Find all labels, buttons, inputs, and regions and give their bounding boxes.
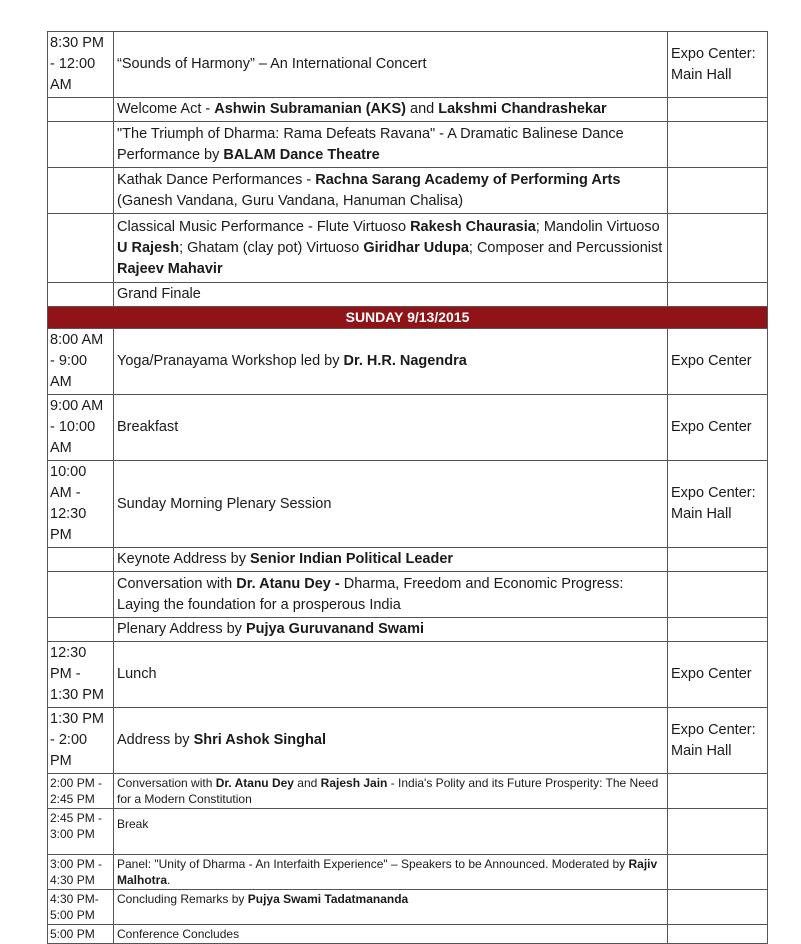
text-segment: "The Triumph of Dharma: Rama Defeats Ravana" - A Dramatic Balinese Dance Performance by — [117, 125, 624, 163]
table-row — [48, 32, 768, 98]
location-cell: Expo Center — [668, 395, 768, 461]
bold-text: Rajiv Malhotra — [117, 857, 658, 887]
event-cell — [114, 925, 668, 944]
bold-text: Rakesh Chaurasia — [410, 218, 536, 235]
event-cell — [114, 329, 668, 395]
text-segment: Conversation with — [117, 776, 216, 790]
bold-text: Senior Indian Political Leader — [250, 551, 454, 567]
location-cell — [668, 774, 768, 809]
location-cell — [668, 809, 768, 855]
text-segment: Welcome Act - — [117, 101, 215, 117]
location-cell: Expo Center: Main Hall — [668, 32, 768, 98]
location-cell: Expo Center: Main Hall — [668, 461, 768, 548]
event-cell — [114, 214, 668, 283]
bold-text: Dr. Atanu Dey - — [236, 575, 344, 592]
time-cell — [48, 618, 114, 642]
time-cell — [48, 572, 114, 618]
bold-text: Rajeev Mahavir — [117, 260, 223, 277]
day-header-row — [48, 307, 768, 329]
location-cell — [668, 283, 768, 307]
event-cell — [114, 548, 668, 572]
text-segment: Classical Music Performance - Flute Virtuoso — [117, 218, 411, 235]
time-cell: 2:45 PM - 3:00 PM — [48, 809, 114, 855]
text-segment: Yoga/Pranayama Workshop led by — [117, 353, 344, 369]
time-cell — [48, 283, 114, 307]
table-row — [48, 122, 768, 168]
text-segment: Conference Concludes — [117, 927, 240, 941]
table-row — [48, 618, 768, 642]
time-cell: 5:00 PM — [48, 925, 114, 944]
location-cell — [668, 548, 768, 572]
time-cell: 12:30 PM - 1:30 PM — [48, 642, 114, 708]
text-segment: ; Mandolin Virtuoso — [535, 218, 660, 235]
location-cell — [668, 572, 768, 618]
bold-text: Lakshmi Chandrashekar — [438, 101, 607, 117]
bold-text: Rachna Sarang Academy of Performing Arts — [315, 171, 621, 188]
text-segment: Kathak Dance Performances - — [117, 171, 316, 188]
bold-text: Dr. H.R. Nagendra — [343, 353, 467, 369]
time-cell: 9:00 AM - 10:00 AM — [48, 395, 114, 461]
time-cell: 3:00 PM - 4:30 PM — [48, 855, 114, 890]
table-row — [48, 461, 768, 548]
table-row — [48, 572, 768, 618]
bold-text: Ashwin Subramanian (AKS) — [214, 101, 406, 117]
table-row — [48, 774, 768, 809]
location-cell: Expo Center — [668, 329, 768, 395]
bold-text: BALAM Dance Theatre — [223, 146, 380, 163]
location-cell: Expo Center — [668, 642, 768, 708]
text-segment: Sunday Morning Plenary Session — [117, 495, 332, 512]
table-row — [48, 890, 768, 925]
event-cell — [114, 395, 668, 461]
event-cell — [114, 122, 668, 168]
event-cell — [114, 572, 668, 618]
text-segment: Lunch — [117, 666, 157, 682]
table-row — [48, 329, 768, 395]
table-row — [48, 98, 768, 122]
text-segment: Plenary Address by — [117, 621, 246, 637]
location-cell — [668, 168, 768, 214]
event-cell: “Sounds of Harmony” – An International Concert — [114, 32, 668, 98]
event-cell — [114, 809, 668, 855]
table-row — [48, 642, 768, 708]
table-row — [48, 809, 768, 855]
event-cell — [114, 98, 668, 122]
text-segment: Keynote Address by — [117, 551, 250, 567]
bold-text: U Rajesh — [117, 239, 180, 256]
text-segment: ; Composer and Percussionist — [468, 239, 663, 256]
bold-text: Shri Ashok Singhal — [193, 732, 326, 748]
table-row — [48, 283, 768, 307]
event-cell — [114, 283, 668, 307]
text-segment: Grand Finale — [117, 286, 201, 302]
text-segment: - India's Polity and its Future Prosperity: The Need for a Modern Constitution — [117, 776, 659, 806]
text-segment: Panel: "Unity of Dharma - An Interfaith Experience" – Speakers to be Announced. Moderated by — [117, 857, 629, 871]
event-cell — [114, 461, 668, 548]
bold-text: Pujya Swami Tadatmananda — [247, 892, 409, 906]
table-row — [48, 395, 768, 461]
location-cell — [668, 890, 768, 925]
time-cell: 8:30 PM - 12:00 AM — [48, 32, 114, 98]
table-row — [48, 855, 768, 890]
text-segment: . — [167, 873, 171, 887]
event-cell — [114, 890, 668, 925]
location-cell — [668, 855, 768, 890]
time-cell: 1:30 PM - 2:00 PM — [48, 708, 114, 774]
day-header: SUNDAY 9/13/2015 — [48, 307, 768, 329]
time-cell — [48, 168, 114, 214]
event-cell — [114, 855, 668, 890]
time-cell — [48, 548, 114, 572]
time-cell: 2:00 PM - 2:45 PM — [48, 774, 114, 809]
text-segment: Address by — [117, 732, 194, 748]
event-cell — [114, 708, 668, 774]
time-cell — [48, 214, 114, 283]
text-segment: Dharma, Freedom and Economic Progress: Laying the foundation for a prosperous India — [117, 575, 624, 613]
text-segment: ; Ghatam (clay pot) Virtuoso — [179, 239, 364, 256]
bold-text: Pujya Guruvanand Swami — [245, 621, 425, 637]
table-row — [48, 548, 768, 572]
time-cell: 4:30 PM- 5:00 PM — [48, 890, 114, 925]
event-cell — [114, 618, 668, 642]
location-cell — [668, 925, 768, 944]
table-row — [48, 925, 768, 944]
time-cell: 10:00 AM - 12:30 PM — [48, 461, 114, 548]
time-cell: 8:00 AM - 9:00 AM — [48, 329, 114, 395]
text-segment: Conversation with — [117, 575, 237, 592]
event-cell — [114, 168, 668, 214]
location-cell — [668, 214, 768, 283]
table-row — [48, 214, 768, 283]
event-cell — [114, 642, 668, 708]
table-row — [48, 168, 768, 214]
bold-text: Dr. Atanu Dey — [215, 776, 294, 790]
event-cell — [114, 774, 668, 809]
schedule-table — [47, 31, 768, 944]
text-segment: Break — [117, 817, 149, 831]
text-segment: and — [405, 101, 439, 117]
location-cell — [668, 122, 768, 168]
text-segment: and — [293, 776, 321, 790]
location-cell — [668, 618, 768, 642]
time-cell — [48, 122, 114, 168]
table-row — [48, 708, 768, 774]
time-cell — [48, 98, 114, 122]
bold-text: Giridhar Udupa — [363, 239, 469, 256]
location-cell: Expo Center: Main Hall — [668, 708, 768, 774]
bold-text: Rajesh Jain — [320, 776, 388, 790]
location-cell — [668, 98, 768, 122]
text-segment: Concluding Remarks by — [117, 892, 248, 906]
text-segment: Breakfast — [117, 419, 179, 435]
text-segment: (Ganesh Vandana, Guru Vandana, Hanuman Chalisa) — [117, 192, 464, 209]
